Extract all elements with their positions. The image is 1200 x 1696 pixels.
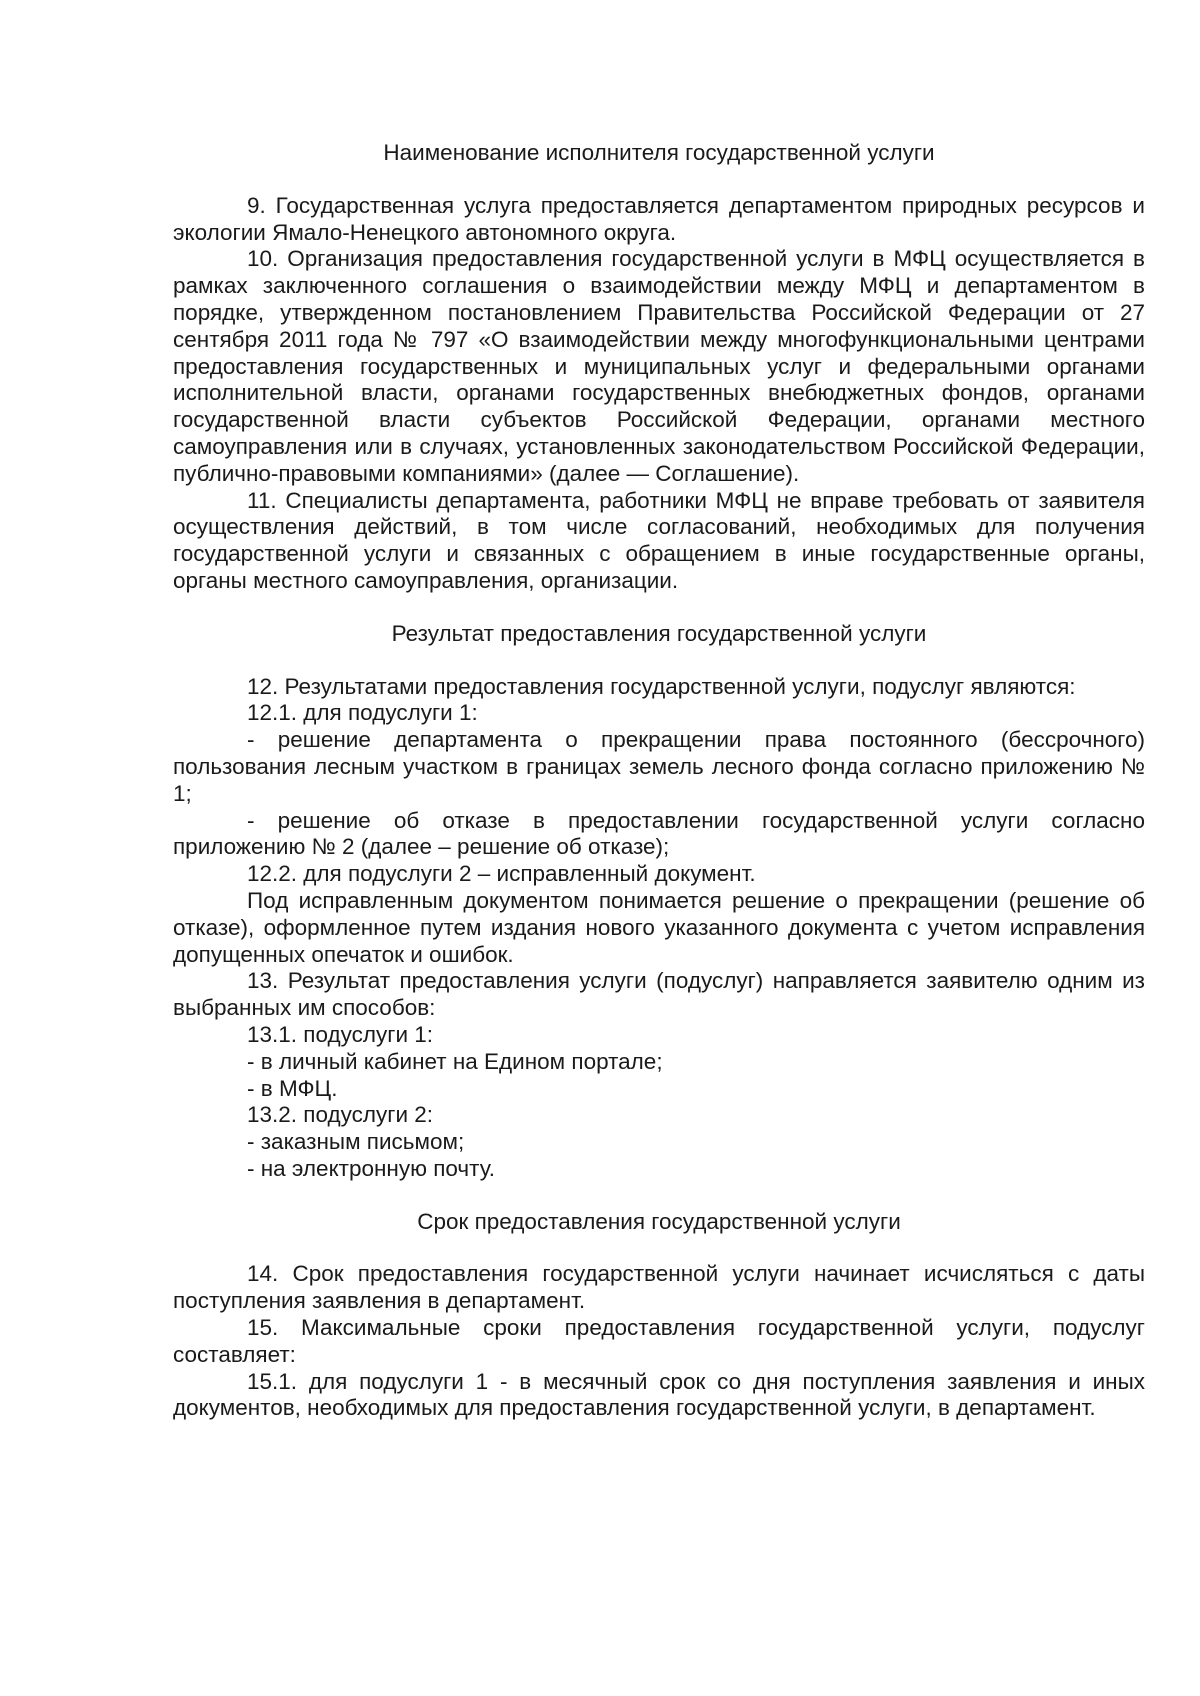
paragraph-15-1: 15.1. для подуслуги 1 - в месячный срок со дня поступления заявления и иных документов, необходимых для предоставления государственной услуги, в департамент. <box>173 1368 1145 1421</box>
list-item: - в МФЦ. <box>247 1075 338 1101</box>
section-heading-term: Срок предоставления государственной услуги <box>417 1208 901 1234</box>
paragraph-12-1: 12.1. для подуслуги 1: <box>247 700 478 726</box>
paragraph-12-2: 12.2. для подуслуги 2 – исправленный документ. <box>247 861 756 887</box>
list-item: 13.2. подуслуги 2: <box>247 1102 434 1128</box>
list-item: - заказным письмом; <box>247 1129 465 1155</box>
document-page <box>173 140 1145 1422</box>
list-item: 13.1. подуслуги 1: <box>247 1021 434 1047</box>
paragraph-10: 10. Организация предоставления государственной услуги в МФЦ осуществляется в рамках заключенного соглашения о взаимодействии между МФЦ и департаментом в порядке, утвержденном постановлением Правительства Российской Федерации от 27 сентября 2011 года № 797 «О взаимодействии между многофункциональными центрами предоставления государственных и муниципальных услуг и федеральными органами исполнительной власти, органами государственных внебюджетных фондов, органами государственной власти субъектов Российской Федерации, органами местного самоуправления или в случаях, установленных законодательством Российской Федерации, публично-правовыми компаниями» (далее — Соглашение). <box>173 246 1145 486</box>
section-heading-executor: Наименование исполнителя государственной услуги <box>383 140 935 165</box>
paragraph-9: 9. Государственная услуга предоставляется департаментом природных ресурсов и экологии Ямало-Ненецкого автономного округа. <box>173 192 1145 245</box>
paragraph-13: 13. Результат предоставления услуги (подуслуг) направляется заявителю одним из выбранных им способов: <box>173 968 1145 1021</box>
section-heading-result: Результат предоставления государственной услуги <box>391 620 927 646</box>
paragraph-corrected-document: Под исправленным документом понимается решение о прекращении (решение об отказе), оформленное путем издания нового указанного документа с учетом исправления допущенных опечаток и ошибок. <box>173 887 1145 967</box>
paragraph-11: 11. Специалисты департамента, работники МФЦ не вправе требовать от заявителя осуществления действий, в том числе согласований, необходимых для получения государственной услуги и связанных с обращением в иные государственные органы, органы местного самоуправления, организации. <box>173 487 1145 593</box>
paragraph-12-1-decision: - решение департамента о прекращении права постоянного (бессрочного) пользования лесным участком в границах земель лесного фонда согласно приложению № 1; <box>173 727 1145 806</box>
paragraph-12: 12. Результатами предоставления государственной услуги, подуслуг являются: <box>247 673 1076 699</box>
paragraph-15: 15. Максимальные сроки предоставления государственной услуги, подуслуг составляет: <box>173 1315 1145 1367</box>
list-item: - на электронную почту. <box>247 1155 495 1181</box>
list-item: - в личный кабинет на Едином портале; <box>247 1048 663 1074</box>
paragraph-12-1-refusal: - решение об отказе в предоставлении государственной услуги согласно приложению № 2 (далее – решение об отказе); <box>173 807 1145 860</box>
paragraph-14: 14. Срок предоставления государственной услуги начинает исчисляться с даты поступления заявления в департамент. <box>173 1261 1145 1314</box>
